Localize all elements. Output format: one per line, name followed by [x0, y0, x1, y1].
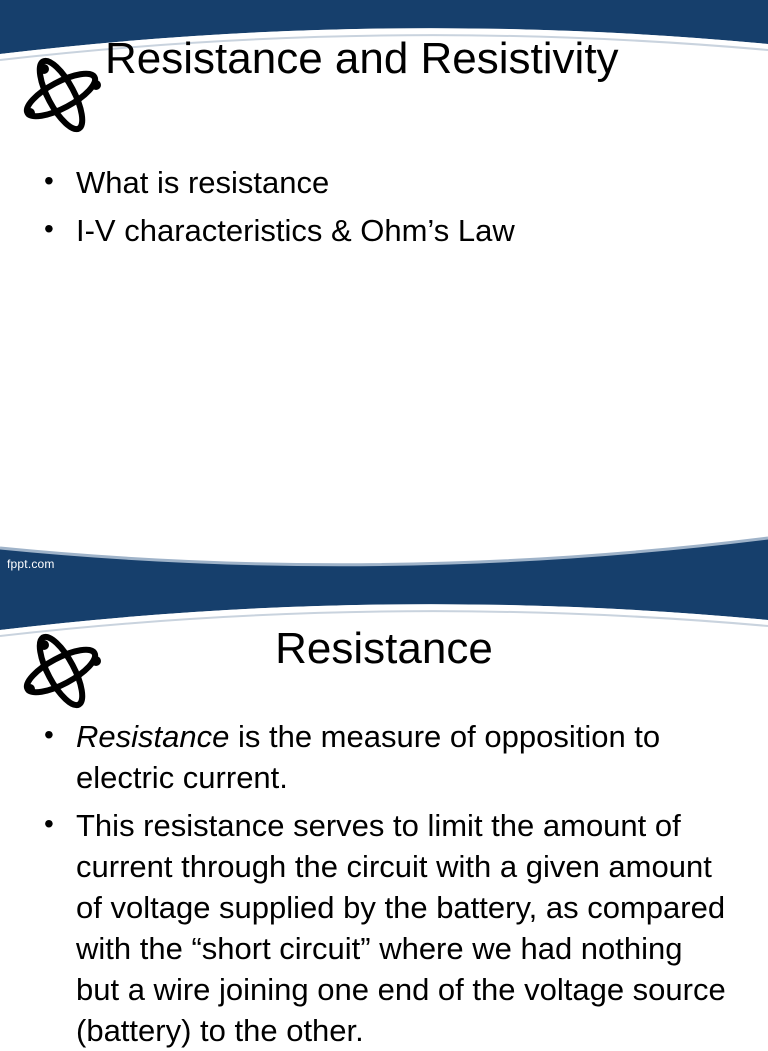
watermark: fppt.com	[7, 557, 55, 571]
bullet-item: • What is resistance	[44, 162, 734, 203]
bullet-item	[44, 716, 734, 798]
slide-2	[0, 576, 768, 1048]
bullet-list	[44, 716, 734, 1051]
slide-title: Resistance	[275, 624, 493, 673]
bullet-item	[44, 805, 734, 1051]
bullet-item: • I-V characteristics & Ohm’s Law	[44, 210, 734, 251]
bullet-emphasis: Resistance	[76, 719, 230, 754]
bullet-text: is the measure of opposition to electric current.	[76, 719, 661, 795]
atom-icon	[18, 55, 104, 135]
bullet-list	[44, 162, 734, 251]
bullet-text: This resistance serves to limit the amount of current through the circuit with a given amount of voltage supplied by the battery, as compared with the “short circuit” where we had nothing but a wire joining one end of the voltage source (battery) to the other.	[76, 808, 726, 1048]
slide-title: Resistance and Resistivity	[105, 34, 619, 83]
